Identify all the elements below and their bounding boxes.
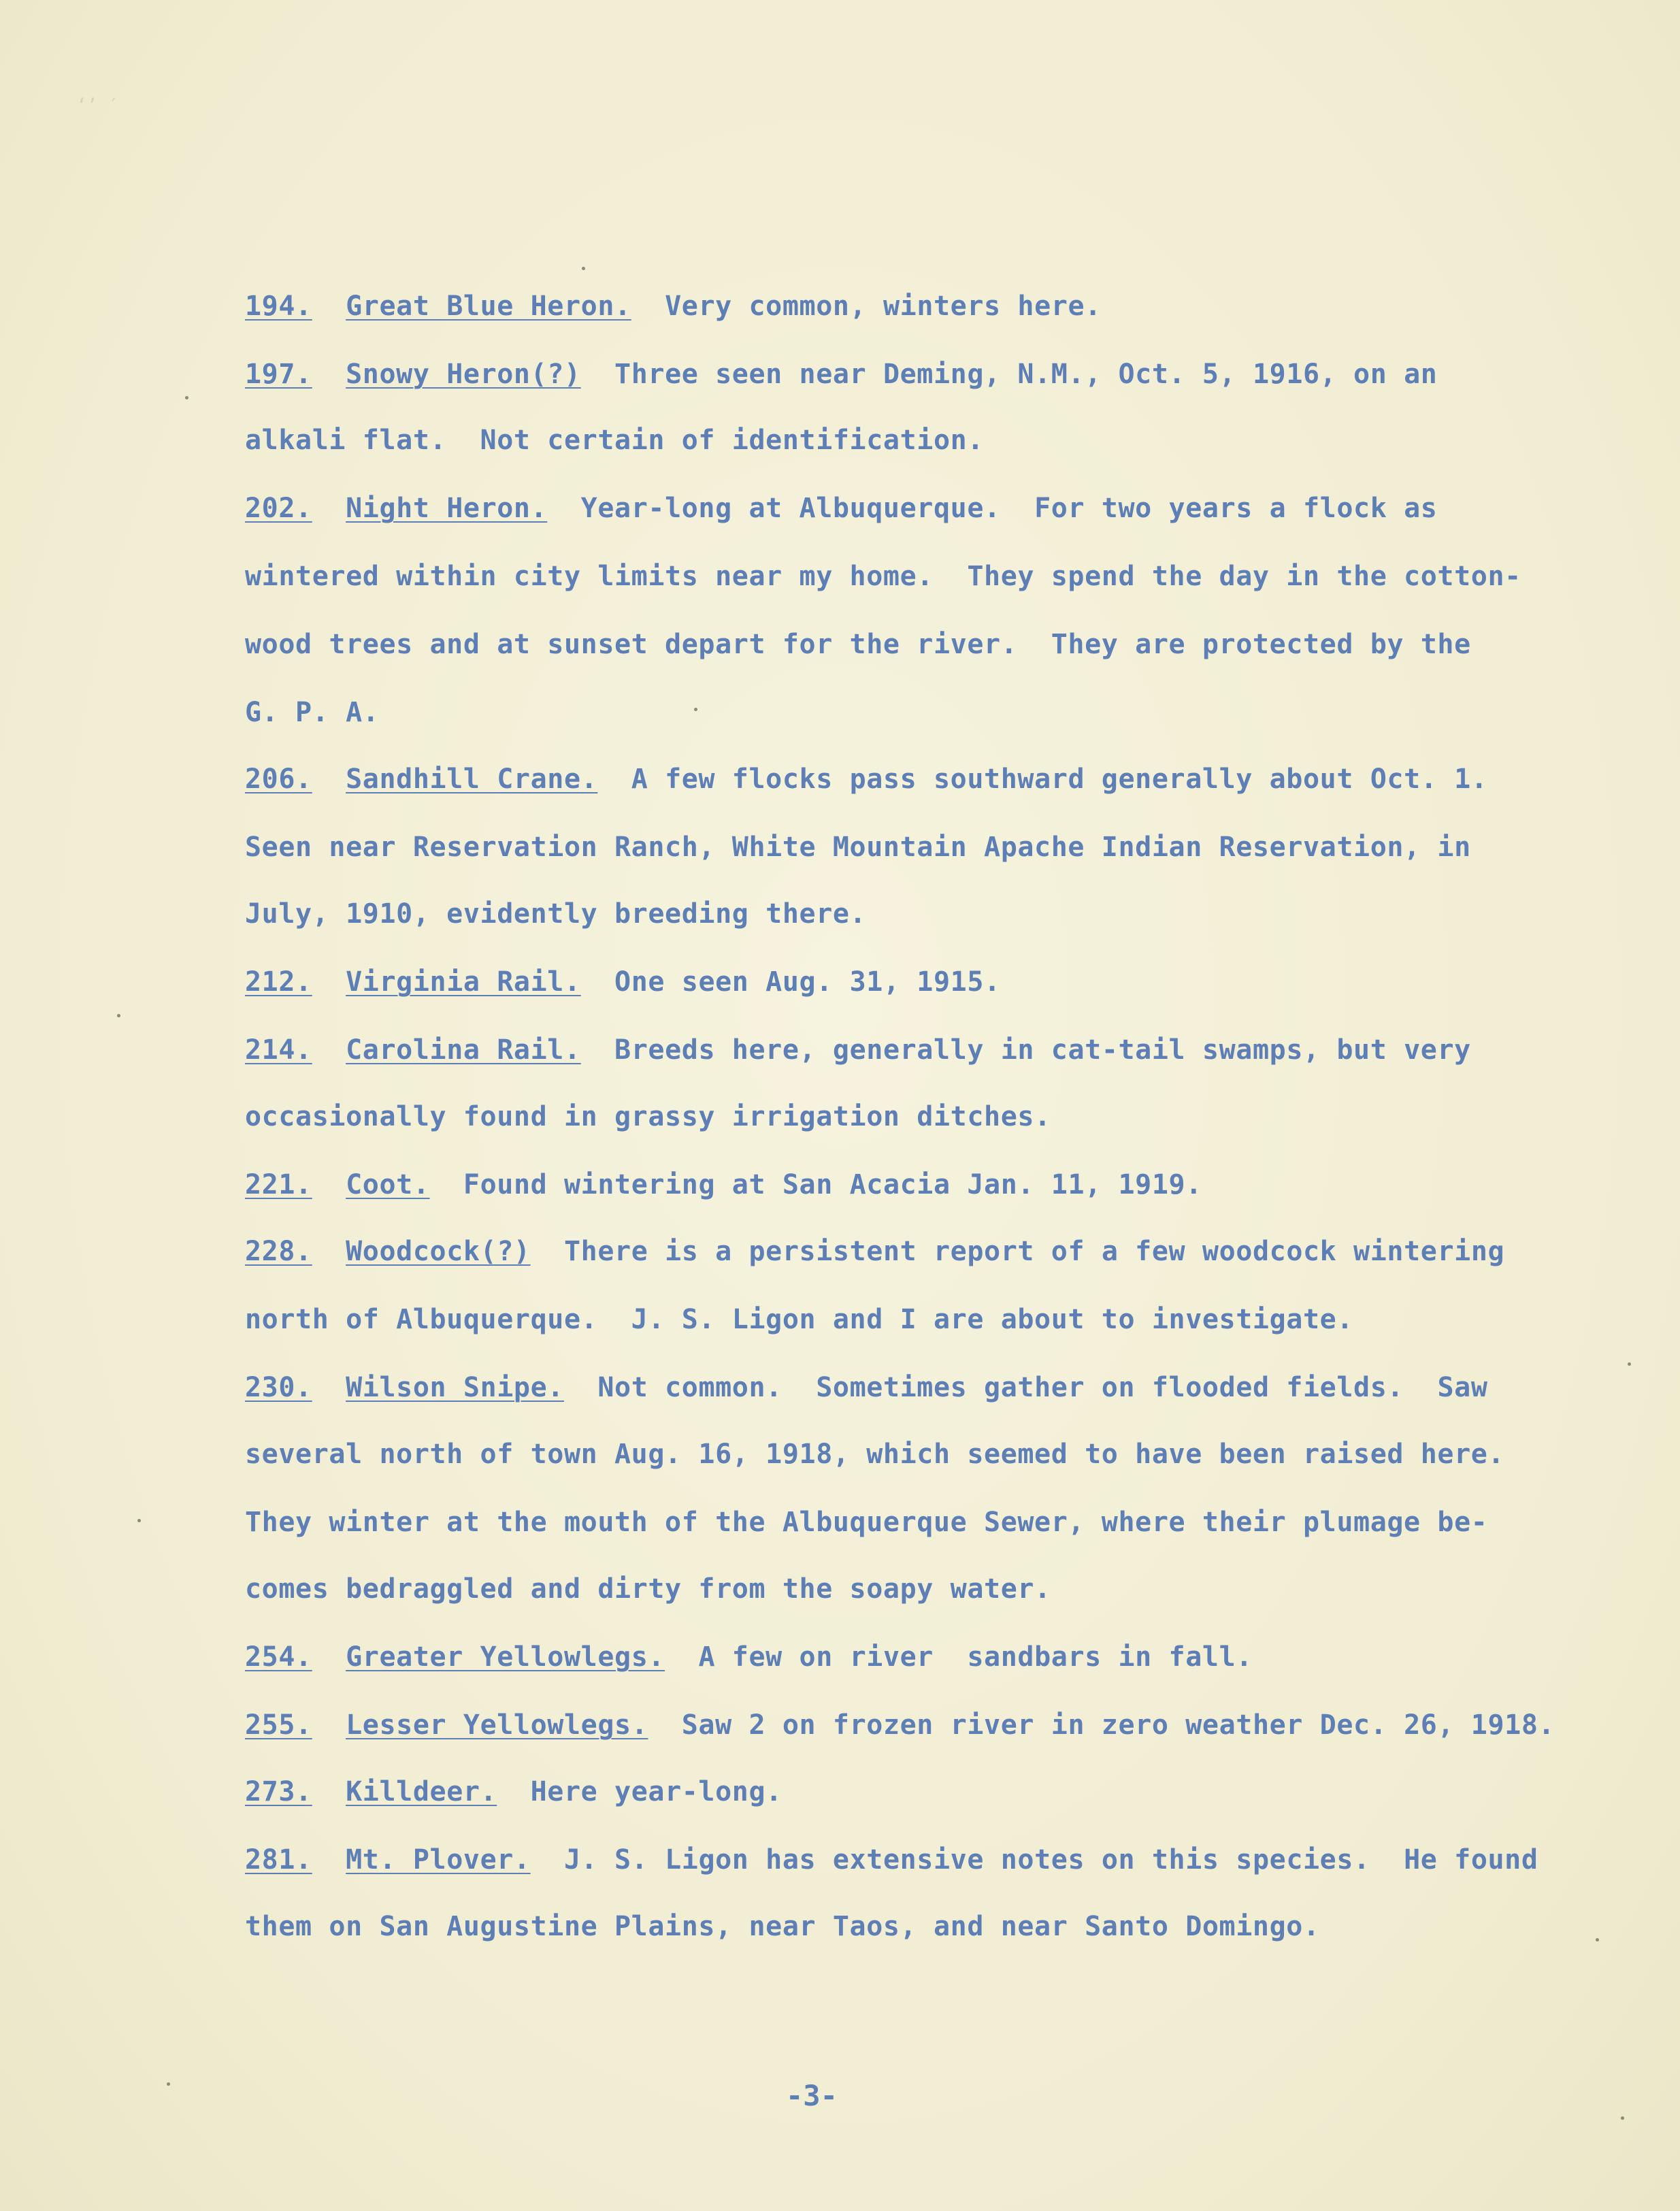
entry-text-line: them on San Augustine Plains, near Taos, and near Santo Domingo. [245,1911,1320,1942]
entry-text: Not common. Sometimes gather on flooded fields. Saw [563,1372,1488,1403]
species-name: Killdeer. [346,1776,497,1807]
entry-number: 228. [245,1236,312,1267]
species-name: Carolina Rail. [346,1034,581,1066]
entry-text: One seen Aug. 31, 1915. [580,966,1001,998]
entry-214 [245,1033,1471,1067]
entry-206 [245,762,1488,796]
entry-text-line: alkali flat. Not certain of identification. [245,425,985,456]
entry-number: 255. [245,1709,312,1741]
paper-speck [185,396,188,399]
entry-number: 197. [245,359,312,390]
paper-speck [582,267,585,270]
entry-number: 230. [245,1372,312,1403]
paper-speck [167,2082,170,2086]
entry-230 [245,1371,1488,1405]
entry-text-line: comes bedraggled and dirty from the soapy water. [245,1573,1051,1605]
entry-text-line: July, 1910, evidently breeding there. [245,898,867,930]
entry-text: Breeds here, generally in cat-tail swamps, but very [580,1034,1471,1066]
entry-254 [245,1640,1253,1674]
entry-212 [245,965,1001,999]
entry-text: Saw 2 on frozen river in zero weather Dec. 26, 1918. [648,1709,1555,1741]
page-number: -3- [786,2079,838,2112]
entry-text-line: Seen near Reservation Ranch, White Mountain Apache Indian Reservation, in [245,832,1471,863]
entry-text: Found wintering at San Acacia Jan. 11, 1919. [429,1169,1202,1200]
species-name: Virginia Rail. [346,966,581,998]
entry-text-line: wood trees and at sunset depart for the river. They are protected by the [245,629,1471,660]
paper-speck [1596,1938,1599,1942]
entry-number: 206. [245,764,312,795]
entry-number: 202. [245,493,312,524]
paper-speck [694,708,697,711]
entry-text: J. S. Ligon has extensive notes on this species. He found [530,1844,1538,1876]
species-name: Lesser Yellowlegs. [346,1709,648,1741]
species-name: Snowy Heron(?) [346,359,581,390]
corner-mark: ‘’ ′ [76,95,119,116]
entry-202 [245,491,1437,525]
entry-text: There is a persistent report of a few woodcock wintering [530,1236,1505,1267]
species-name: Mt. Plover. [346,1844,531,1876]
entry-text: Year-long at Albuquerque. For two years a flock as [547,493,1438,524]
entry-number: 273. [245,1776,312,1807]
species-name: Night Heron. [346,493,548,524]
entry-number: 212. [245,966,312,998]
species-name: Greater Yellowlegs. [346,1641,665,1673]
entry-281 [245,1843,1538,1877]
entry-text-line: north of Albuquerque. J. S. Ligon and I are about to investigate. [245,1304,1354,1335]
entry-255 [245,1708,1555,1742]
paper-speck [137,1519,141,1522]
species-name: Great Blue Heron. [346,291,631,322]
entry-text-line: G. P. A. [245,697,380,728]
entry-number: 194. [245,291,312,322]
entry-text: Three seen near Deming, N.M., Oct. 5, 1916, on an [580,359,1438,390]
species-name: Woodcock(?) [346,1236,531,1267]
entry-text-line: wintered within city limits near my home. They spend the day in the cotton- [245,561,1521,592]
entry-number: 254. [245,1641,312,1673]
species-name: Coot. [346,1169,430,1200]
paper-speck [1628,1362,1631,1366]
entry-text: A few flocks pass southward generally about Oct. 1. [597,764,1488,795]
entry-228 [245,1234,1504,1268]
entry-text-line: occasionally found in grassy irrigation ditches. [245,1101,1051,1132]
entry-number: 214. [245,1034,312,1066]
entry-text-line: They winter at the mouth of the Albuquerque Sewer, where their plumage be- [245,1507,1488,1538]
entry-221 [245,1168,1202,1202]
entry-number: 221. [245,1169,312,1200]
entry-273 [245,1775,783,1809]
entry-text: Here year-long. [497,1776,783,1807]
entry-text: Very common, winters here. [631,291,1102,322]
species-name: Wilson Snipe. [346,1372,564,1403]
entry-194 [245,289,1102,323]
species-name: Sandhill Crane. [346,764,598,795]
paper-speck [1621,2116,1624,2120]
entry-number: 281. [245,1844,312,1876]
paper-speck [117,1014,120,1017]
entry-text: A few on river sandbars in fall. [665,1641,1253,1673]
entry-197 [245,357,1437,391]
entry-text-line: several north of town Aug. 16, 1918, which seemed to have been raised here. [245,1439,1505,1470]
